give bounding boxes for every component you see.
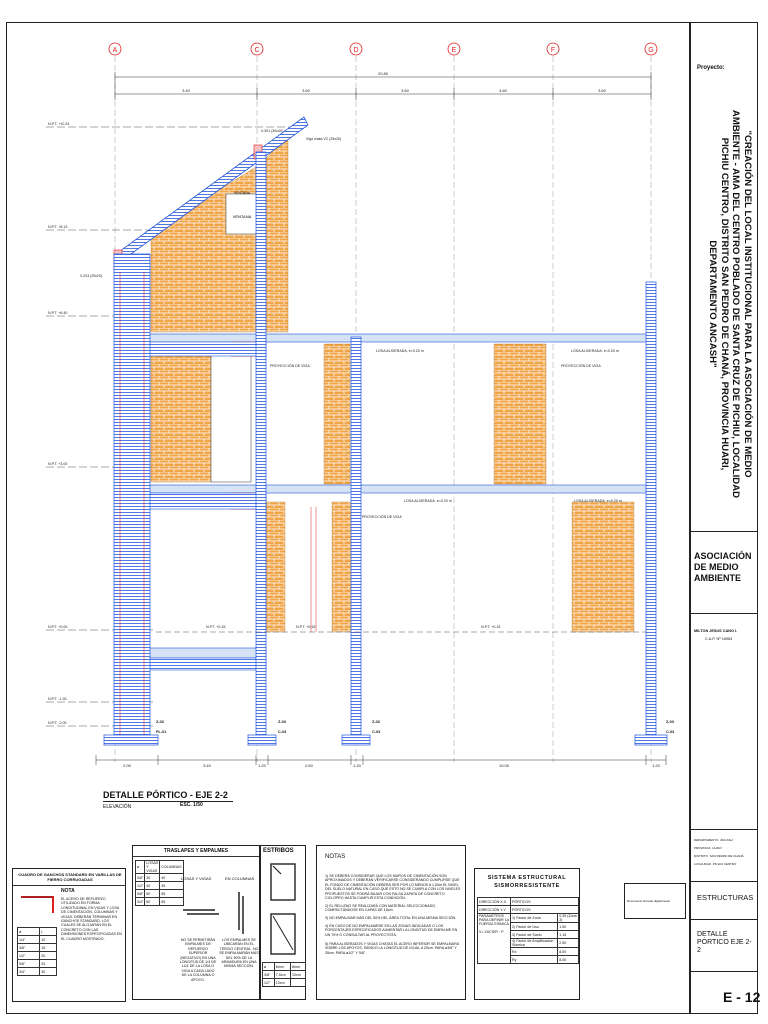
top-dimensions xyxy=(115,72,651,100)
project-label: Proyecto: xyxy=(697,65,725,71)
splice-text-right: LOS EMPALMES SE UBICARÁN EN EL TERCIO CENTRAL. NO SE EMPALMARÁN MÁS DEL 50% DE LA ARMADURA EN UNA MISMA SECCIÓN. xyxy=(219,938,259,969)
note-5: 5) PARA ALIGERADOS Y VIGAS CHATAS EL ACERO INFERIOR SE EMPALMARÁ SOBRE LOS APOYOS, SIENDO LA LONGITUD DE IGUAL A 25cm. PARA ø3/8" Y 35cm. PARA ø1/2" Y 5/8". xyxy=(325,942,460,955)
notes-title: NOTAS xyxy=(325,854,346,860)
footing-a-1: Z-03 xyxy=(156,720,164,724)
note-3: 3) NO EMPALMAR MÁS DEL 50% DEL ÁREA TOTAL EN UNA MISMA SECCIÓN. xyxy=(325,916,457,920)
loc-3: DISTRITO SAN PEDRO DE CHANÁ xyxy=(694,854,744,858)
seismic-params-label: PARÁMETROS PARA DEFINIR LA FUERZA SÍSMICA xyxy=(479,914,509,926)
total-dimension: 20.80 xyxy=(377,71,389,76)
loc-1: DEPARTAMENTO ÁNCASH xyxy=(694,838,733,842)
seismic-box xyxy=(474,868,580,1000)
note-4: 4) EN CASO DE NO EMPALMARSE EN LAS ZONAS INDICADAS O LOS PORCENTAJES ESPECIFICADOS AUMENTAR LA LONGITUD DE EMPALME EN UN 70% O CONSULTAR AL PROYECTISTA. xyxy=(325,924,458,937)
seismic-formula: V= ZUCS/R · P xyxy=(479,930,504,934)
axis-label-d: D xyxy=(353,47,359,54)
footing-a-3: Z-03 xyxy=(372,720,380,724)
splice-values-table: ø LOSAS Y VIGAS COLUMNAS 3/8" 30 40 1/2" 40 45 5/8" 50 55 3/4" 60 65 xyxy=(137,861,182,904)
footing-b-3: C-03 xyxy=(372,730,381,734)
axis-label-e: E xyxy=(451,47,457,54)
window-label-upper-b: VENTANA xyxy=(233,191,251,195)
engineer-cap: C.A.P. Nº 16963 xyxy=(705,637,733,641)
seismic-title-2: SISMORRESISTENTE xyxy=(494,883,560,889)
top-dim-3: 3.60 xyxy=(401,88,409,93)
top-dim-5: 3.60 xyxy=(598,88,606,93)
stamp-text: Documento firmado digitalmente xyxy=(627,899,671,903)
elevation-label: ELEVACIÓN xyxy=(103,804,132,810)
bottom-dim-2: 3.40 xyxy=(203,763,211,768)
bottom-dim-7: 1.20 xyxy=(652,763,660,768)
detail-title: DETALLE PÓRTICO - EJE 2-2 xyxy=(103,790,228,800)
elevation-drawing xyxy=(6,22,690,802)
bottom-dim-4: 2.60 xyxy=(305,763,313,768)
seismic-title-1: SISTEMA ESTRUCTURAL xyxy=(487,875,567,881)
losa-label-3: LOSA ALIGERADA, e=0.20 m xyxy=(404,499,452,503)
note-1: 1) SE DEBERÁ CONSIDERAR QUE LOS MUROS DE CIMENTACIÓN SON APROXIMADOS Y DEBERÁN VERIFICARSE CONSIDERANDO CUMPLIRSE QUE EL FONDO DE CIMENTACIÓN DEBERÁ SER POR LO MENOS A 1.00m EL NIVEL DEL SUELO NATURAL EN CASO QUE ESTO NO SE CUMPLA CON LOS NIVELES PROPUESTOS SE PODRÁ BAJAR CON FALSA ZAPATA DE CONCRETO CICLÓPEO HASTA CUMPLIR ESTA CONDICIÓN. xyxy=(325,874,461,901)
losa-label-2: LOSA ALIGERADA, e=0.20 m xyxy=(571,349,619,353)
splice-col-columnas: EN COLUMNAS xyxy=(225,876,255,881)
splice-title: TRASLAPES Y EMPALMES xyxy=(163,848,229,854)
hooks-col-length: L xyxy=(40,928,57,936)
axis-bubbles xyxy=(109,43,657,55)
owner-name: ASOCIACIÓN DE MEDIO AMBIENTE xyxy=(694,551,752,583)
bottom-dim-1: 2.00 xyxy=(123,763,131,768)
splice-col-losas: LOSAS Y VIGAS xyxy=(181,876,212,881)
hooks-title: CUADRO DE GANCHOS STANDARD EN VARILLAS DE FIERRO CORRUGADAS xyxy=(18,872,122,882)
top-dim-4: 3.60 xyxy=(499,88,507,93)
axis-label-f: F xyxy=(550,47,556,54)
level-1: N.P.T. +10.24 xyxy=(48,122,70,126)
top-dim-2: 3.60 xyxy=(302,88,310,93)
axis-label-g: G xyxy=(648,47,654,54)
stirrups-title: ESTRIBOS xyxy=(263,848,294,854)
level-3: N.P.T. +6.40 xyxy=(48,311,68,315)
seismic-table: DIRECCIÓN X-X PÓRTICOS DIRECCIÓN Y-Y PÓRTICOS PARÁMETROS PARA DEFINIR LA FUERZA SÍSMICA V= ZUCS/R · P 1) Factor de Zona 0.35 (Zona 3) 2) Factor de Uso 1.50 3) Factor de Suelo 1.15 4) Factor de Amplificación Sísmica 2.50 Rx 8.00 Ry 8.00 xyxy=(479,899,577,962)
npt-inline-1: N.P.T. +0.15 xyxy=(206,625,226,629)
beam-tag-3: V-203 (25x20) xyxy=(80,274,102,278)
specialty: ESTRUCTURAS xyxy=(697,893,754,902)
title-block xyxy=(690,22,761,1014)
hook-diagram-icon xyxy=(19,891,63,917)
level-2: N.P.T. +8.13 xyxy=(48,225,68,229)
engineer-name: MILTON JESUS CANO I. xyxy=(694,629,738,633)
loc-4: LOCALIDAD PICHIU CENTRO xyxy=(694,862,737,866)
level-7: N.P.T. -2.00 xyxy=(48,721,67,725)
loc-2: PROVINCIA HUARI xyxy=(694,846,722,850)
footing-b-4: C-03 xyxy=(666,730,675,734)
proyeccion-1: PROYECCIÓN DE VIGA xyxy=(270,364,310,368)
footing-b-1: PL-01 xyxy=(156,730,167,734)
footing-a-4: Z-03 xyxy=(666,720,674,724)
hooks-values-table: ø L 1/4" 10 3/8" 15 1/2" 20 5/8" 25 3/4" 30 xyxy=(17,927,57,976)
scale-label: ESC. 1/50 xyxy=(180,802,203,808)
losa-label-1: LOSA ALIGERADA, e=0.20 m xyxy=(376,349,424,353)
losa-label-4: LOSA ALIGERADA, e=0.20 m xyxy=(574,499,622,503)
npt-inline-2: N.P.T. +0.15 xyxy=(296,625,316,629)
footings xyxy=(104,735,667,745)
bottom-dimensions xyxy=(96,755,666,765)
proyeccion-3: PROYECCIÓN DE VIGA xyxy=(362,515,402,519)
note-2: 2) EL RELLENO SE REALIZARÁ CON MATERIAL SELECCIONADO, COMPACTÁNDOSE EN CAPAS DE 15cm. xyxy=(325,904,437,913)
beam-tag-2: Viga chata VC (25x20) xyxy=(306,137,342,141)
splice-table xyxy=(132,845,260,1000)
window-lower xyxy=(211,352,251,482)
footing-a-2: Z-03 xyxy=(278,720,286,724)
npt-inline-3: N.P.T. +0.15 xyxy=(481,625,501,629)
stamp-box xyxy=(624,883,686,919)
stirrups-box xyxy=(260,845,306,1000)
proyeccion-2: PROYECCIÓN DE VIGA xyxy=(561,364,601,368)
sheet-title: DETALLE PÓRTICO EJE 2-2 xyxy=(697,931,752,954)
axis-label-c: C xyxy=(254,47,260,54)
level-6: N.P.T. -1.30 xyxy=(48,697,67,701)
top-dim-1: 3.40 xyxy=(182,88,190,93)
axis-label-a: A xyxy=(112,47,118,54)
beam-tag-1: V-301 (30x40) xyxy=(261,129,283,133)
footing-b-2: C-03 xyxy=(278,730,287,734)
stirrups-values: ø 6mm 8mm 3/8" 7.5cm 10cm 1/2" 10cm xyxy=(262,962,306,987)
notes-box xyxy=(316,845,466,1000)
stirrup-icon xyxy=(265,860,303,960)
project-description: "CREACIÓN DEL LOCAL INSTITUCIONAL PARA LA ASOCIACIÓN DE MEDIO AMBIENTE - AMA DEL CENTRO POBLADO DE SANTA CRUZ DE PICHIU, LOCALIDAD PICHIU CENTRO, DISTRITO SAN PEDRO DE CHANÁ, PROVINCIA HUARI, DEPARTAMENTO ANCASH" xyxy=(707,109,753,499)
splice-diagram-icon xyxy=(181,890,257,934)
splice-text-left: NO SE PERMITIRÁN EMPALMES DE REFUERZO SUPERIOR (NEGATIVO) EN UNA LONGITUD DE 1/4 DE LUZ DE LA LOSA O VIGA A CADA LADO DE LA COLUMNA O APOYO. xyxy=(179,938,217,982)
hooks-note-title: NOTA xyxy=(61,888,75,894)
sheet-number: E - 12 xyxy=(723,989,761,1005)
bottom-dim-6: 10.00 xyxy=(498,763,510,768)
hooks-col-diameter: ø xyxy=(18,928,40,936)
level-4: N.P.T. +3.00 xyxy=(48,462,68,466)
level-5: N.P.T. +0.00 xyxy=(48,625,68,629)
bottom-dim-5: 1.20 xyxy=(353,763,361,768)
window-label-upper: VENTANA xyxy=(232,214,252,219)
bottom-dim-3: 1.20 xyxy=(258,763,266,768)
hooks-table xyxy=(12,868,126,1002)
hooks-note-text: EL ACERO DE REFUERZO UTILIZADO EN FORMA LONGITUDINAL EN VIGAS Y LOSA DE CIMENTACIÓN, COLUMNAS Y VIGAS, DEBERÁN TERMINAR EN GANCHOS STANDARD, LOS CUALES SE ALOJARÁN EN EL CONCRETO CON LAS DIMENSIONES ESPECIFICADAS EN EL CUADRO MOSTRADO. xyxy=(61,897,122,941)
